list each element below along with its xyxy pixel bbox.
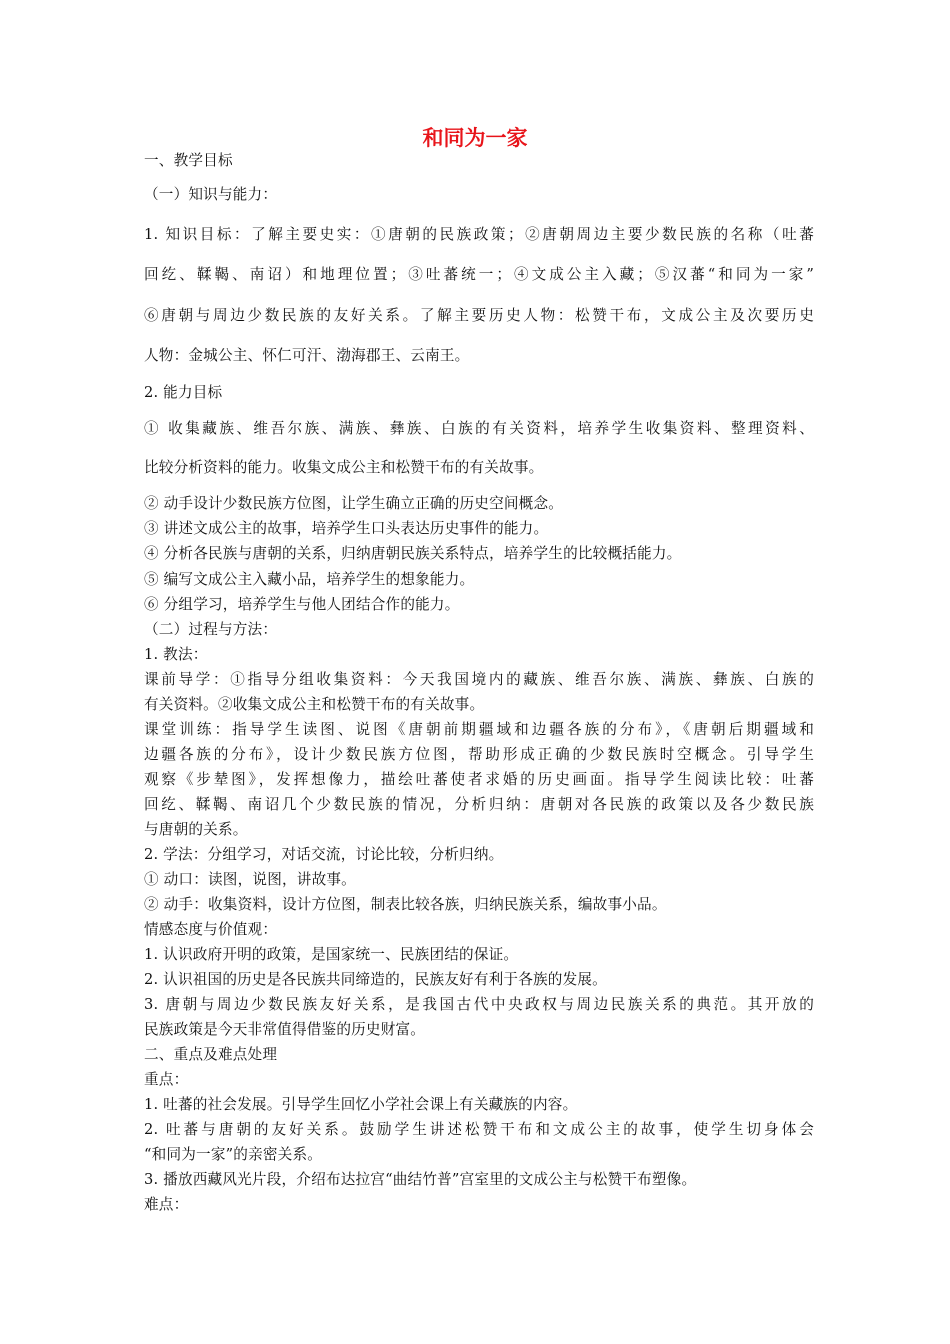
paragraph-line: ⑥唐朝与周边少数民族的友好关系。了解主要历史人物：松赞干布，文成公主及次要历史 — [144, 307, 814, 324]
paragraph-line: 观察《步辇图》，发挥想像力，描绘吐蕃使者求婚的历史画面。指导学生阅读比较：吐蕃 — [144, 771, 814, 788]
paragraph-line: 课前导学：①指导分组收集资料：今天我国境内的藏族、维吾尔族、满族、彝族、白族的 — [144, 671, 814, 688]
subheading-teaching-method: 1. 教法： — [144, 646, 208, 663]
paragraph-line: 比较分析资料的能力。收集文成公主和松赞干布的有关故事。 — [144, 459, 544, 476]
list-item: 1. 认识政府开明的政策，是国家统一、民族团结的保证。 — [144, 946, 519, 963]
paragraph-line: 2. 学法：分组学习，对话交流，讨论比较，分析归纳。 — [144, 846, 504, 863]
list-item: ④ 分析各民族与唐朝的关系，归纳唐朝民族关系特点，培养学生的比较概括能力。 — [144, 545, 682, 562]
subheading-difficult: 难点： — [144, 1196, 189, 1213]
paragraph-line: 边疆各族的分布》，设计少数民族方位图，帮助形成正确的少数民族时空概念。引导学生 — [144, 746, 814, 763]
paragraph-line: 回纥、鞣鞨、南诏几个少数民族的情况，分析归纳：唐朝对各民族的政策以及各少数民族 — [144, 796, 814, 813]
paragraph-line: 民族政策是今天非常值得借鉴的历史财富。 — [144, 1021, 426, 1038]
paragraph-line: 有关资料。②收集文成公主和松赞干布的有关故事。 — [144, 696, 485, 713]
list-item: ② 动手设计少数民族方位图，让学生确立正确的历史空间概念。 — [144, 495, 564, 512]
list-item: ⑤ 编写文成公主入藏小品，培养学生的想象能力。 — [144, 571, 475, 588]
paragraph-line: ① 收集藏族、维吾尔族、满族、彝族、白族的有关资料，培养学生收集资料、整理资料、 — [144, 420, 814, 437]
paragraph-line: 回纥、鞣鞨、南诏）和地理位置；③吐蕃统一；④文成公主入藏；⑤汉蕃“和同为一家” — [144, 266, 814, 283]
list-item: ③ 讲述文成公主的故事，培养学生口头表达历史事件的能力。 — [144, 520, 549, 537]
list-item: 2. 认识祖国的历史是各民族共同缔造的，民族友好有利于各族的发展。 — [144, 971, 607, 988]
subheading-ability-goals: 2. 能力目标 — [144, 384, 223, 401]
paragraph-line: 课堂训练：指导学生读图、说图《唐朝前期疆域和边疆各族的分布》，《唐朝后期疆域和 — [144, 721, 814, 738]
paragraph-line: 与唐朝的关系。 — [144, 821, 248, 838]
subheading-process-method: （二）过程与方法： — [144, 621, 278, 638]
subheading-knowledge-ability: （一）知识与能力： — [144, 186, 278, 203]
list-item: 3. 播放西藏风光片段，介绍布达拉宫“曲结竹普”宫室里的文成公主与松赞干布塑像。 — [144, 1171, 697, 1188]
list-item: ② 动手：收集资料，设计方位图，制表比较各族，归纳民族关系，编故事小品。 — [144, 896, 667, 913]
paragraph-line: 1. 知识目标：了解主要史实：①唐朝的民族政策；②唐朝周边主要少数民族的名称（吐蕃 — [144, 226, 814, 243]
subheading-emotion-values: 情感态度与价值观： — [144, 921, 278, 938]
paragraph-line: “和同为一家”的亲密关系。 — [144, 1146, 323, 1163]
paragraph-line: 2. 吐蕃与唐朝的友好关系。鼓励学生讲述松赞干布和文成公主的故事，使学生切身体会 — [144, 1121, 814, 1138]
list-item: ⑥ 分组学习，培养学生与他人团结合作的能力。 — [144, 596, 460, 613]
heading-key-points: 二、重点及难点处理 — [144, 1046, 278, 1063]
paragraph-line: 3. 唐朝与周边少数民族友好关系，是我国古代中央政权与周边民族关系的典范。其开放的 — [144, 996, 814, 1013]
heading-teaching-goals: 一、教学目标 — [144, 152, 233, 169]
paragraph-line: 人物：金城公主、怀仁可汗、渤海郡王、云南王。 — [144, 347, 470, 364]
list-item: 1. 吐蕃的社会发展。引导学生回忆小学社会课上有关藏族的内容。 — [144, 1096, 578, 1113]
document-title: 和同为一家 — [422, 126, 528, 150]
list-item: ① 动口：读图，说图，讲故事。 — [144, 871, 356, 888]
subheading-key: 重点： — [144, 1071, 189, 1088]
